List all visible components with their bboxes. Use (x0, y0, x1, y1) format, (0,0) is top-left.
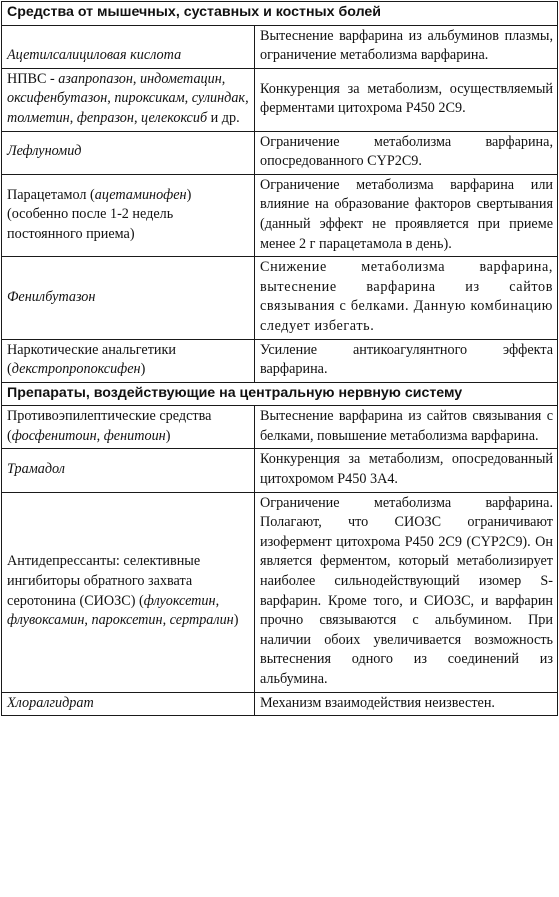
mechanism-cell: Механизм взаимодействия неизвестен. (255, 692, 558, 716)
drug-cell (2, 339, 255, 382)
drug-name-italic: фенитоин (103, 427, 166, 444)
drug-name-italic: сулиндак (191, 90, 246, 107)
section-title: Препараты, воздействующие на центральную нервную систему (2, 382, 558, 406)
drug-cell (2, 174, 255, 256)
drug-name-italic: толметин (7, 109, 70, 126)
drug-text: , (133, 109, 142, 126)
mechanism-cell: Ограничение метаболизма варфарина или влияние на образование факторов свертывания (данный эффект не проявляется при приеме менее 2 г парацетамола в день). (255, 174, 558, 256)
drug-name-italic: сертралин (169, 612, 234, 629)
drug-text: ) (140, 361, 146, 378)
drug-name-italic: Трамадол (7, 461, 65, 478)
mechanism-cell: Снижение метаболизма варфарина, вытеснение варфарина из сайтов связывания с белками. Данную комбинацию следует избегать. (255, 257, 558, 339)
drug-cell (2, 406, 255, 449)
mechanism-cell: Вытеснение варфарина из сайтов связывания с белками, повышение метаболизма варфарина. (255, 406, 558, 449)
drug-cell (2, 131, 255, 174)
table-row (2, 68, 558, 131)
drug-name-italic: индометацин (140, 70, 222, 87)
section-header-row (2, 382, 558, 406)
drug-name-italic: фепразон (76, 109, 134, 126)
table-row (2, 131, 558, 174)
drug-cell (2, 449, 255, 492)
table-row (2, 25, 558, 68)
mechanism-cell: Конкуренция за метаболизм, осуществляемый ферментами цитохрома Р450 2С9. (255, 68, 558, 131)
table-row (2, 339, 558, 382)
drug-name-italic: азапропазон (58, 70, 133, 87)
drug-name-italic: Хлоралгидрат (7, 694, 94, 711)
drug-name-italic: оксифенбутазон (7, 90, 108, 107)
drug-text: , (162, 612, 170, 629)
drug-text: , (215, 592, 220, 609)
drug-name-italic: Лефлуномид (7, 143, 82, 160)
drug-name-italic: пироксикам (114, 90, 185, 107)
drug-name-italic: фосфенитоин (11, 427, 97, 444)
drug-text: ) (165, 427, 171, 444)
drug-name-italic: Ацетилсалициловая кислота (7, 46, 182, 63)
drug-name-italic: Фенилбутазон (7, 288, 96, 305)
drug-text: Антидепрессанты: селективные ингибиторы обратного захвата серотонина (СИОЗС) ( (7, 553, 201, 609)
mechanism-cell: Конкуренция за метаболизм, опосредованный цитохромом Р450 3А4. (255, 449, 558, 492)
drug-text: , (221, 70, 226, 87)
drug-name-italic: флуоксетин (143, 592, 216, 609)
drug-text: , (184, 90, 192, 107)
table-row (2, 492, 558, 692)
drug-text: , (84, 612, 92, 629)
drug-text: и др. (207, 109, 240, 126)
mechanism-cell: Усиление антикоагулянтного эффекта варфарина. (255, 339, 558, 382)
drug-text: , (132, 70, 141, 87)
table-row (2, 692, 558, 716)
table-row (2, 449, 558, 492)
table-row (2, 257, 558, 339)
drug-cell (2, 68, 255, 131)
drug-text: , (107, 90, 115, 107)
drug-name-italic: декстропропоксифен (11, 361, 141, 378)
drug-cell (2, 692, 255, 716)
section-header-row (2, 2, 558, 26)
drug-text: Наркотические анальгетики ( (7, 341, 176, 378)
drug-text: Парацетамол ( (7, 186, 95, 203)
table-row (2, 406, 558, 449)
drug-text: ) (особенно после 1-2 недель постоянного приема) (7, 186, 192, 242)
mechanism-cell: Ограничение метаболизма варфарина. Полагают, что СИОЗС ограничивают изофермент цитохрома Р450 2С9 (CYP2C9). Он является ферментом, который метаболизирует наиболее сильнодействующий изомер S-варфарин. Кроме того, и СИОЗС, и варфарин прочно связываются с альбумином. При наличии обоих увеличивается возможность вытеснения одного из соединений из альбумина. (255, 492, 558, 692)
drug-text: , (245, 90, 249, 107)
drug-cell (2, 25, 255, 68)
drug-text: , (69, 109, 77, 126)
drug-name-italic: флувоксамин (7, 612, 85, 629)
mechanism-cell: Ограничение метаболизма варфарина, опосредованного CYP2C9. (255, 131, 558, 174)
drug-name-italic: пароксетин (91, 612, 163, 629)
table-row (2, 174, 558, 256)
drug-name-italic: целекоксиб (141, 109, 208, 126)
drug-interaction-table (1, 1, 558, 716)
table-body (2, 2, 558, 716)
drug-text: , (96, 427, 104, 444)
drug-cell (2, 257, 255, 339)
drug-name-italic: ацетаминофен (94, 186, 187, 203)
drug-text: ) (233, 612, 239, 629)
drug-text: НПВС - (7, 70, 59, 87)
drug-text: Противоэпилептические средства ( (7, 408, 212, 444)
mechanism-cell: Вытеснение варфарина из альбуминов плазмы, ограничение метаболизма варфарина. (255, 25, 558, 68)
drug-cell (2, 492, 255, 692)
section-title: Средства от мышечных, суставных и костных болей (2, 2, 558, 26)
